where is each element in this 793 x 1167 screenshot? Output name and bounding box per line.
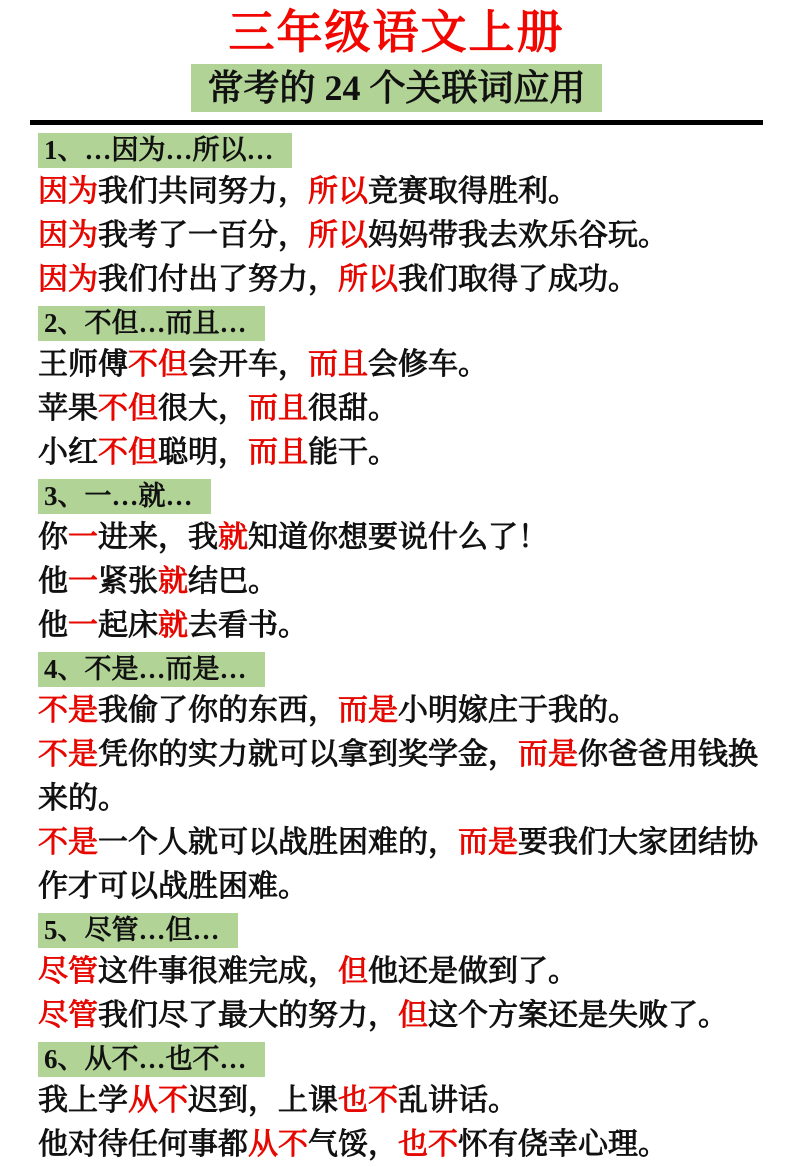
keyword-highlight: 从不: [248, 1128, 308, 1161]
example-sentence: [38, 560, 765, 604]
sentence-text: 能干。: [308, 436, 398, 469]
sentence-text: 会修车。: [368, 348, 488, 381]
keyword-highlight: 不是: [38, 694, 98, 727]
keyword-highlight: 而且: [248, 392, 308, 425]
keyword-highlight: 而是: [338, 694, 398, 727]
sentence-text: 他: [38, 609, 68, 642]
sentence-text: 一个人就可以战胜困难的，: [98, 826, 458, 859]
section-heading-row: [38, 909, 765, 950]
example-sentence: [38, 343, 765, 387]
sentence-text: 会开车，: [188, 348, 308, 381]
sentence-text: 怀有侥幸心理。: [458, 1128, 668, 1161]
page-subtitle: 常考的 24 个关联词应用: [191, 64, 601, 112]
sentence-text: 你: [38, 521, 68, 554]
example-sentence: [38, 170, 765, 214]
conjunction-section: [38, 129, 765, 302]
sentence-text: 小明嫁庄于我的。: [398, 694, 638, 727]
keyword-highlight: 所以: [308, 219, 368, 252]
keyword-highlight: 所以: [308, 175, 368, 208]
example-sentence: [38, 994, 765, 1038]
keyword-highlight: 因为: [38, 219, 98, 252]
section-heading-row: [38, 302, 765, 343]
sentence-text: 我们取得了成功。: [398, 263, 638, 296]
example-sentence: [38, 604, 765, 648]
keyword-highlight: 一: [68, 565, 98, 598]
sentence-text: 气馁，: [308, 1128, 398, 1161]
example-sentence: [38, 1079, 765, 1123]
keyword-highlight: 也不: [398, 1128, 458, 1161]
sentence-text: 很大，: [158, 392, 248, 425]
keyword-highlight: 不是: [38, 738, 98, 771]
section-heading-row: [38, 475, 765, 516]
example-sentence: [38, 431, 765, 475]
sentence-text: 苹果: [38, 392, 98, 425]
sentence-text: 很甜。: [308, 392, 398, 425]
example-sentence: [38, 733, 765, 821]
keyword-highlight: 不但: [128, 348, 188, 381]
sentence-text: 竞赛取得胜利。: [368, 175, 578, 208]
example-sentence: [38, 1123, 765, 1167]
section-heading: 2、不但…而且…: [38, 306, 265, 341]
sentence-text: 你爸爸用钱换来的。: [38, 738, 758, 815]
keyword-highlight: 一: [68, 521, 98, 554]
conjunction-section: [38, 648, 765, 909]
sentence-text: 我偷了你的东西，: [98, 694, 338, 727]
keyword-highlight: 而是: [518, 738, 578, 771]
example-sentence: [38, 689, 765, 733]
sentence-text: 这个方案还是失败了。: [428, 999, 728, 1032]
sentence-text: 我们共同努力，: [98, 175, 308, 208]
section-heading: 5、尽管…但…: [38, 913, 238, 948]
sentence-text: 我考了一百分，: [98, 219, 308, 252]
keyword-highlight: 而且: [248, 436, 308, 469]
sentence-text: 王师傅: [38, 348, 128, 381]
example-sentence: [38, 214, 765, 258]
keyword-highlight: 从不: [128, 1084, 188, 1117]
section-heading-row: [38, 1038, 765, 1079]
keyword-highlight: 不但: [98, 436, 158, 469]
section-heading: 6、从不…也不…: [38, 1042, 265, 1077]
page-title: 三年级语文上册: [228, 7, 565, 58]
sentence-text: 紧张: [98, 565, 158, 598]
section-heading: 3、一…就…: [38, 479, 211, 514]
sentence-text: 进来，我: [98, 521, 218, 554]
keyword-highlight: 一: [68, 609, 98, 642]
keyword-highlight: 而是: [458, 826, 518, 859]
keyword-highlight: 所以: [338, 263, 398, 296]
sentence-text: 结巴。: [188, 565, 278, 598]
keyword-highlight: 就: [158, 565, 188, 598]
example-sentence: [38, 950, 765, 994]
sentence-text: 他: [38, 565, 68, 598]
section-heading-row: [38, 648, 765, 689]
sentence-text: 聪明，: [158, 436, 248, 469]
sentence-text: 我们付出了努力，: [98, 263, 338, 296]
sections-container: [0, 129, 793, 1167]
sentence-text: 妈妈带我去欢乐谷玩。: [368, 219, 668, 252]
subtitle-row: [0, 64, 793, 112]
section-heading-row: [38, 129, 765, 170]
conjunction-section: [38, 1038, 765, 1167]
section-heading: 1、…因为…所以…: [38, 133, 292, 168]
sentence-text: 小红: [38, 436, 98, 469]
keyword-highlight: 但: [398, 999, 428, 1032]
keyword-highlight: 而且: [308, 348, 368, 381]
sentence-text: 他还是做到了。: [368, 955, 578, 988]
keyword-highlight: 不是: [38, 826, 98, 859]
sentence-text: 他对待任何事都: [38, 1128, 248, 1161]
keyword-highlight: 也不: [338, 1084, 398, 1117]
sentence-text: 知道你想要说什么了！: [248, 521, 548, 554]
keyword-highlight: 但: [338, 955, 368, 988]
example-sentence: [38, 258, 765, 302]
example-sentence: [38, 516, 765, 560]
keyword-highlight: 就: [158, 609, 188, 642]
sentence-text: 我们尽了最大的努力，: [98, 999, 398, 1032]
sentence-text: 去看书。: [188, 609, 308, 642]
example-sentence: [38, 821, 765, 909]
sentence-text: 乱讲话。: [398, 1084, 518, 1117]
keyword-highlight: 就: [218, 521, 248, 554]
conjunction-section: [38, 475, 765, 648]
study-sheet-page: [0, 6, 793, 1161]
horizontal-divider: [30, 120, 763, 125]
conjunction-section: [38, 909, 765, 1038]
keyword-highlight: 尽管: [38, 999, 98, 1032]
sentence-text: 迟到，上课: [188, 1084, 338, 1117]
keyword-highlight: 因为: [38, 263, 98, 296]
keyword-highlight: 不但: [98, 392, 158, 425]
sentence-text: 我上学: [38, 1084, 128, 1117]
sentence-text: 凭你的实力就可以拿到奖学金，: [98, 738, 518, 771]
example-sentence: [38, 387, 765, 431]
keyword-highlight: 因为: [38, 175, 98, 208]
keyword-highlight: 尽管: [38, 955, 98, 988]
section-heading: 4、不是…而是…: [38, 652, 265, 687]
conjunction-section: [38, 302, 765, 475]
sentence-text: 这件事很难完成，: [98, 955, 338, 988]
sentence-text: 起床: [98, 609, 158, 642]
sentence-text: 要我们大家团结协作才可以战胜困难。: [38, 826, 758, 903]
